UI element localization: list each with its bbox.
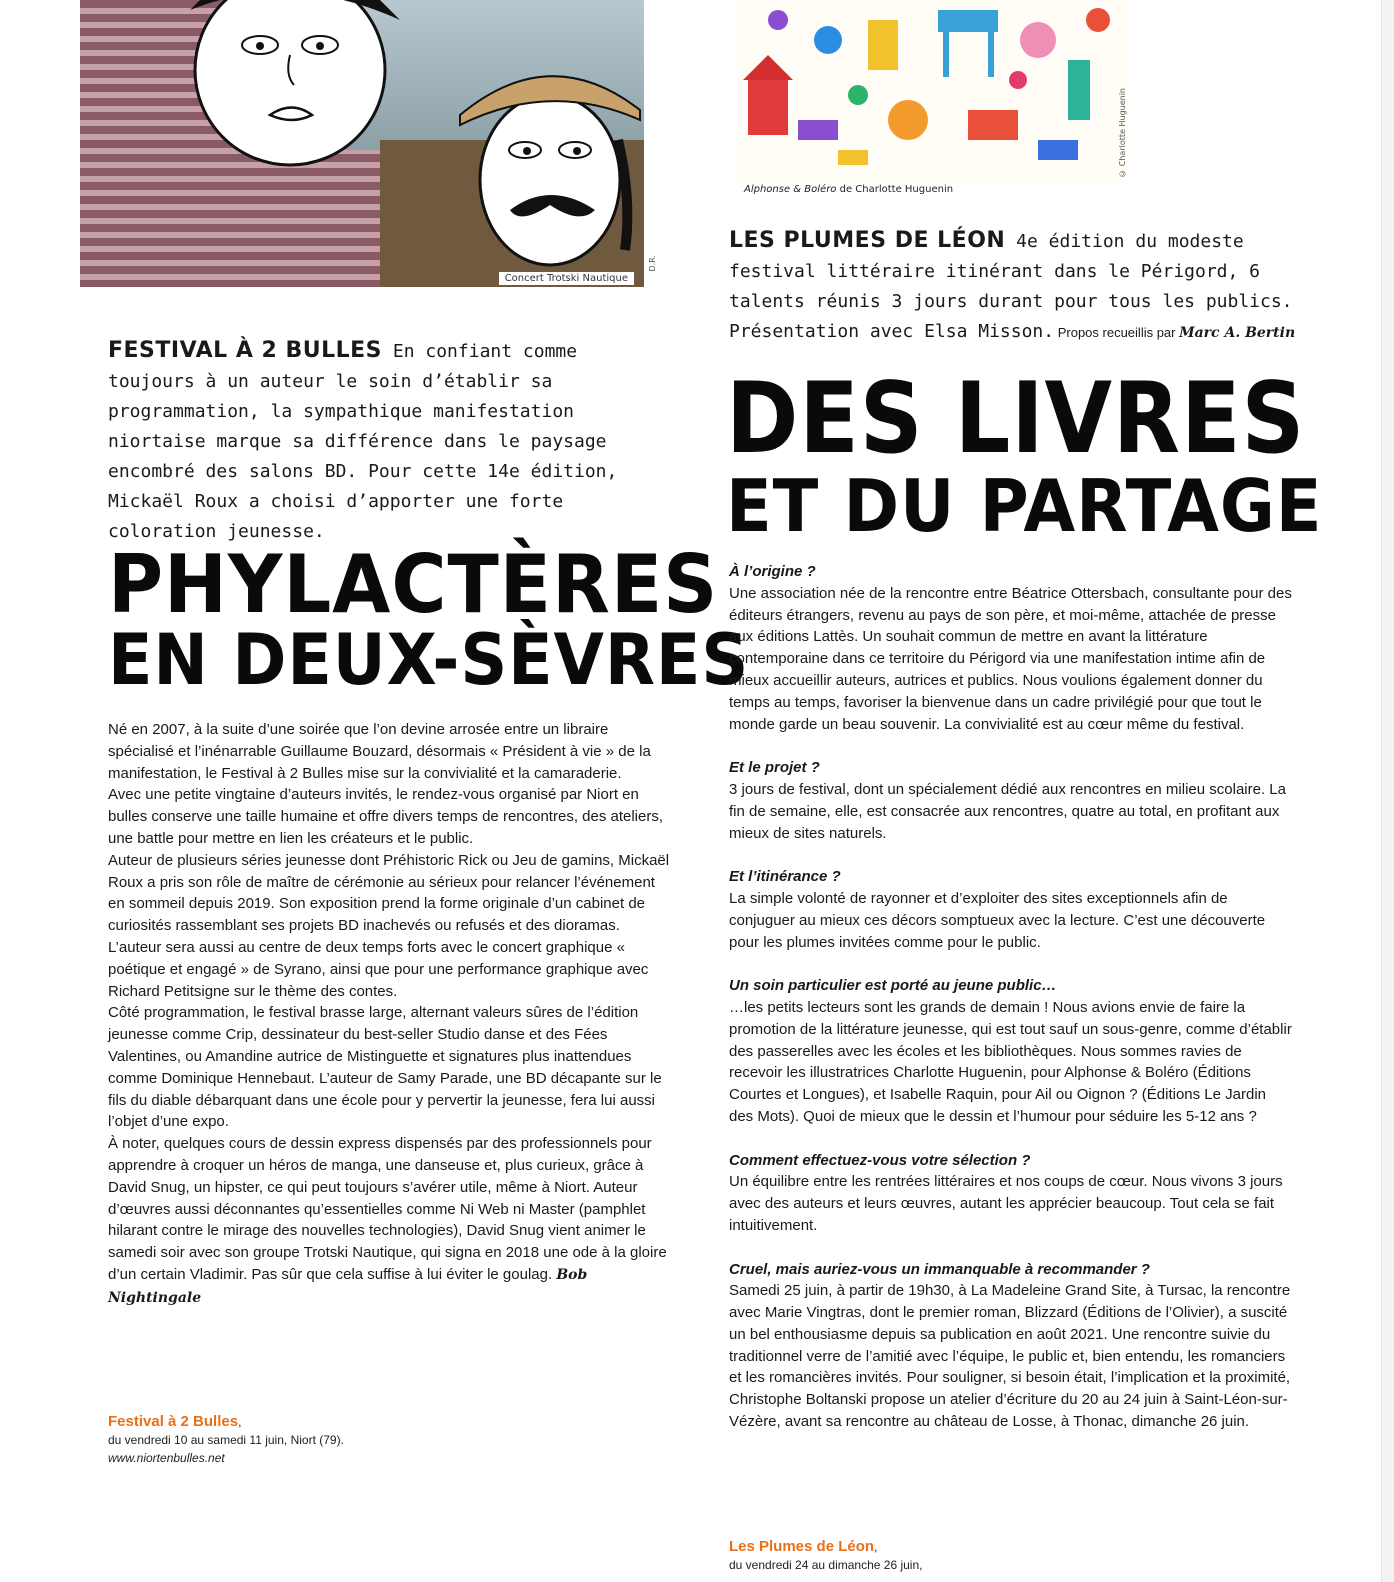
photo-caption: Concert Trotski Nautique bbox=[499, 272, 634, 285]
byline-prefix: Propos recueillis par bbox=[1054, 325, 1180, 340]
byline-name: Marc A. Bertin bbox=[1179, 325, 1296, 341]
left-signature: Bob Nightingale bbox=[108, 1266, 588, 1306]
left-headline-line2: EN DEUX-SÈVRES bbox=[108, 619, 750, 701]
qa-block bbox=[729, 975, 1294, 1128]
left-kicker: FESTIVAL À 2 BULLES bbox=[108, 338, 383, 363]
alphonse-illustration bbox=[738, 0, 1130, 182]
right-headline-line2: ET DU PARTAGE bbox=[726, 464, 1323, 548]
right-event-info: Les Plumes de Léon, du vendredi 24 au dimanche 26 juin, bbox=[729, 1538, 1294, 1574]
right-headline-line1: DES LIVRES bbox=[726, 362, 1306, 476]
left-paragraph: Auteur de plusieurs séries jeunesse dont Préhistoric Rick ou Jeu de gamins, Mickaël Roux a pris son rôle de maître de cérémonie au sérieux pour relancer l’événement en sommeil depuis 2019. Son exposition prend la forme originale d’un cabinet de curiosités rassemblant ses projets BD inachevés ou refusés et des dioramas. L’auteur sera aussi au centre de deux temps forts avec le concert graphique « poétique et engagé » de Syrano, ainsi que pour une performance graphique avec Richard Petitsigne sur le thème des contes. bbox=[108, 851, 670, 1000]
left-lede-text: En confiant comme toujours à un auteur le soin d’établir sa programmation, la sympathique manifestation niortaise marque sa différence dans le paysage encombré des salons BD. Pour cette 14e édition, Mickaël Roux a choisi d’apporter une forte coloration jeunesse. bbox=[108, 341, 618, 542]
left-paragraph-text: À noter, quelques cours de dessin express dispensés par des professionnels pour apprendre à croquer un héros de manga, une danseuse et, plus curieux, grâce à David Snug, un hipster, ce qui peut toujours s’avérer utile, même à Niort. Auteur d’œuvres aussi déconnantes qu’essentielles comme Ni Web ni Master (pamphlet hilarant contre le mirage des nouvelles technologies), David Snug vient animer le samedi soir avec son groupe Trotski Nautique, qui signa en 2018 une ode à la gloire d’un certain Vladimir. Pas sûr que cela suffise à lui éviter le goulag. bbox=[108, 1135, 667, 1283]
right-kicker: LES PLUMES DE LÉON bbox=[729, 228, 1006, 253]
answer: Un équilibre entre les rentrées littéraires et nos coups de cœur. Nous vivons 3 jours avec des auteurs et leurs œuvres, autant les apprécier beaucoup. Tout cela se fait intuitivement. bbox=[729, 1173, 1283, 1234]
left-paragraph: Avec une petite vingtaine d’auteurs invités, le rendez-vous organisé par Niort en bulles conserve une taille humaine et offre divers temps de rencontres, des ateliers, une battle pour mettre en lien les créateurs et le public. bbox=[108, 786, 664, 847]
question: Et l’itinérance ? bbox=[729, 868, 841, 886]
right-event-title: Les Plumes de Léon bbox=[729, 1538, 875, 1555]
left-event-url[interactable]: www.niortenbulles.net bbox=[108, 1451, 225, 1465]
qa-block bbox=[729, 757, 1294, 844]
question: Cruel, mais auriez-vous un immanquable à recommander ? bbox=[729, 1260, 1150, 1278]
answer: La simple volonté de rayonner et d’exploiter des sites exceptionnels afin de conjuguer au mieux ces décors somptueux avec la lecture. C’est une découverte pour les plumes invitées comme pour le public. bbox=[729, 889, 1266, 951]
concert-photo bbox=[80, 0, 644, 287]
question: Comment effectuez-vous votre sélection ? bbox=[729, 1151, 1031, 1169]
left-event-info: Festival à 2 Bulles, du vendredi 10 au samedi 11 juin, Niort (79). www.niortenbulles.net bbox=[108, 1413, 673, 1467]
left-event-title: Festival à 2 Bulles bbox=[108, 1413, 239, 1430]
qa-block bbox=[729, 866, 1294, 953]
left-headline-line1: PHYLACTÈRES bbox=[108, 538, 719, 631]
photo-credit: D.R. bbox=[648, 255, 657, 272]
colorful-objects-illustration bbox=[738, 0, 1130, 182]
illustration-caption-rest: de Charlotte Huguenin bbox=[836, 184, 954, 195]
answer: 3 jours de festival, dont un spécialement dédié aux rencontres en milieu scolaire. La fin de semaine, elle, est consacrée aux rencontres, quatre au total, en profitant aux mieux de sites naturels. bbox=[729, 780, 1286, 842]
left-article-body bbox=[108, 719, 673, 1310]
question: Et le projet ? bbox=[729, 759, 820, 777]
illustration-caption bbox=[744, 184, 953, 195]
right-lede-text: 4e édition du modeste festival littéraire itinérant dans le Périgord, 6 talents réunis 3 jours durant pour tous les publics. Présentation avec Elsa Misson. bbox=[729, 231, 1293, 342]
answer: …les petits lecteurs sont les grands de demain ! Nous avions envie de faire la promotion de la littérature jeunesse, qui est tout sauf un sous-genre, comme d’établir des passerelles avec les écoles et les bibliothèques. Nous sommes ravies de recevoir les illustratrices Charlotte Huguenin, pour Alphonse & Boléro (Éditions Courtes et Longues), et Isabelle Raquin, pour Ail ou Oignon ? (Éditions Le Jardin des Mots). Quoi de mieux que le dessin et l’humour pour séduire les 5-12 ans ? bbox=[729, 998, 1292, 1125]
right-article-body bbox=[729, 561, 1294, 1455]
cartoon-faces-overlay bbox=[80, 0, 644, 287]
left-paragraph: Côté programmation, le festival brasse large, alternant valeurs sûres de l’édition jeunesse comme Crip, dessinateur du best-seller Studio danse et des Fées Valentines, ou Amandine autrice de Mistinguette et signatures plus inattendues comme Dominique Hennebaut. L’auteur de Samy Parade, une BD décapante sur le fils du diable débarquant dans une école pour y pervertir la jeunesse, fera lui aussi l’objet d’une expo. bbox=[108, 1004, 662, 1131]
qa-block bbox=[729, 561, 1294, 735]
left-lede bbox=[108, 336, 668, 547]
illustration-caption-title: Alphonse & Boléro bbox=[744, 184, 837, 195]
right-lede bbox=[729, 226, 1309, 348]
qa-block bbox=[729, 1150, 1294, 1237]
left-event-dates: du vendredi 10 au samedi 11 juin, Niort (79). bbox=[108, 1433, 344, 1447]
answer: Samedi 25 juin, à partir de 19h30, à La Madeleine Grand Site, à Tursac, la rencontre avec Marie Vingtras, dont le premier roman, Blizzard (Éditions de l’Olivier), a suscité un bel enthousiasme depuis sa publication en août 2021. Une rencontre suivie du traditionnel verre de l’amitié avec l’équipe, le public et, bien entendu, les romanciers et les romancières invités. Pour souligner, si besoin était, l’implication et la proximité, Christophe Boltanski propose un atelier d’écriture du 20 au 24 juin à Saint-Léon-sur-Vézère, avant sa rencontre au château de Losse, à Thonac, dimanche 26 juin. bbox=[729, 1282, 1291, 1431]
illustration-credit: © Charlotte Huguenin bbox=[1118, 88, 1127, 178]
qa-block bbox=[729, 1259, 1294, 1433]
question: Un soin particulier est porté au jeune public… bbox=[729, 977, 1057, 995]
right-event-dates: du vendredi 24 au dimanche 26 juin, bbox=[729, 1558, 923, 1572]
question: À l’origine ? bbox=[729, 563, 816, 580]
scrollbar[interactable] bbox=[1381, 0, 1394, 1582]
left-paragraph bbox=[108, 1133, 673, 1309]
left-paragraph: Né en 2007, à la suite d’une soirée que l’on devine arrosée entre un libraire spécialisé et l’inénarrable Guillaume Bouzard, désormais « Président à vie » de la manifestation, le Festival à 2 Bulles mise sur la convivialité et la camaraderie. bbox=[108, 721, 651, 782]
answer: Une association née de la rencontre entre Béatrice Ottersbach, consultante pour des éditeurs étrangers, revenu au pays de son père, et moi-même, attachée de presse aux éditions Lattès. Un souhait commun de mettre en avant la littérature contemporaine dans ce territoire du Périgord via une manifestation intime afin de mieux accueillir auteurs, autrices et publics. Nous voulions également donner du temps au temps, favoriser la bienvenue dans un cadre privilégié pour que tout le monde garde un beau souvenir. La convivialité est au cœur même du festival. bbox=[729, 584, 1292, 733]
